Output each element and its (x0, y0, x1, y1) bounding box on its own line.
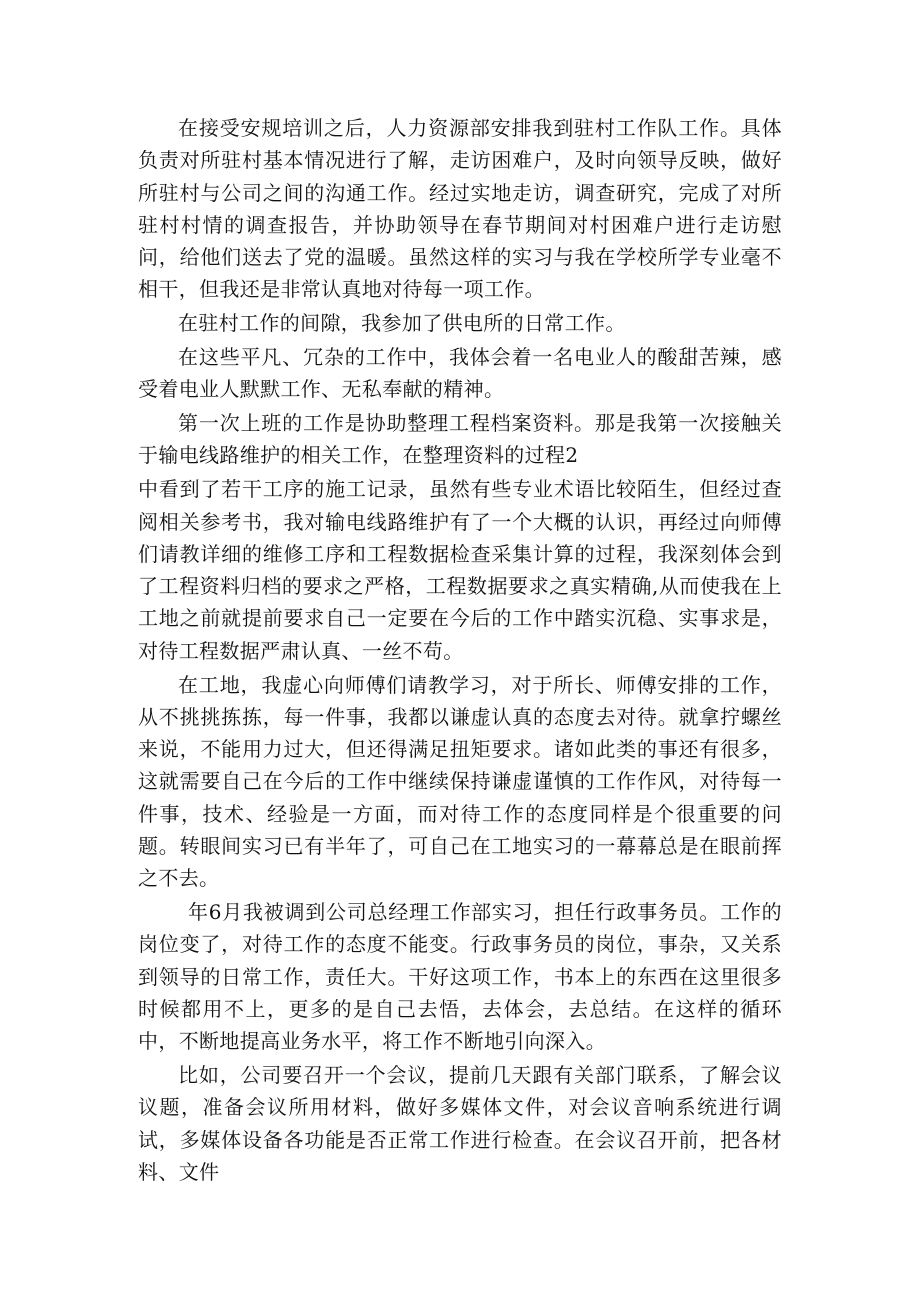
paragraph-6: 在工地，我虚心向师傅们请教学习，对于所长、师傅安排的工作，从不挑挑拣拣，每一件事，我都以谦虚认真的态度去对待。就拿拧螺丝来说，不能用力过大，但还得满足扭矩要求。诸如此类的事还有很多，这就需要自己在今后的工作中继续保持谦虚谨慎的工作作风，对待每一件事，技术、经验是一方面，而对待工作的态度同样是个很重要的问题。转眼间实习已有半年了，可自己在工地实习的一幕幕总是在眼前挥之不去。 (138, 672, 782, 891)
paragraph-4: 第一次上班的工作是协助整理工程档案资料。那是我第一次接触关于输电线路维护的相关工作，在整理资料的过程2 (138, 411, 782, 468)
paragraph-1: 在接受安规培训之后，人力资源部安排我到驻村工作队工作。具体负责对所驻村基本情况进行了解，走访困难户，及时向领导反映，做好所驻村与公司之间的沟通工作。经过实地走访，调查研究，完成了对所驻村村情的调查报告，并协助领导在春节期间对村困难户进行走访慰问，给他们送去了党的温暖。虽然这样的实习与我在学校所学专业毫不相干，但我还是非常认真地对待每一项工作。 (138, 116, 782, 302)
paragraph-5: 中看到了若干工序的施工记录，虽然有些专业术语比较陌生，但经过查阅相关参考书，我对输电线路维护有了一个大概的认识，再经过向师傅们请教详细的维修工序和工程数据检查采集计算的过程，我深刻体会到了工程资料归档的要求之严格，工程数据要求之真实精确,从而使我在上工地之前就提前要求自己一定要在今后的工作中踏实沉稳、实事求是，对待工程数据严肃认真、一丝不苟。 (138, 477, 782, 663)
paragraph-7: 年6月我被调到公司总经理工作部实习，担任行政事务员。工作的岗位变了，对待工作的态度不能变。行政事务员的岗位，事杂，又关系到领导的日常工作，责任大。干好这项工作，书本上的东西在这里很多时候都用不上，更多的是自己去悟，去体会，去总结。在这样的循环中，不断地提高业务水平，将工作不断地引向深入。 (138, 900, 782, 1054)
paragraph-2: 在驻村工作的间隙，我参加了供电所的日常工作。 (178, 311, 626, 336)
paragraph-8: 比如，公司要召开一个会议，提前几天跟有关部门联系，了解会议议题，准备会议所用材料，做好多媒体文件，对会议音响系统进行调试，多媒体设备各功能是否正常工作进行检查。在会议召开前，把各材料、文件 (138, 1063, 782, 1184)
paragraph-3: 在这些平凡、冗杂的工作中，我体会着一名电业人的酸甜苦辣，感受着电业人默默工作、无私奉献的精神。 (138, 345, 782, 402)
document-body (138, 112, 782, 1190)
